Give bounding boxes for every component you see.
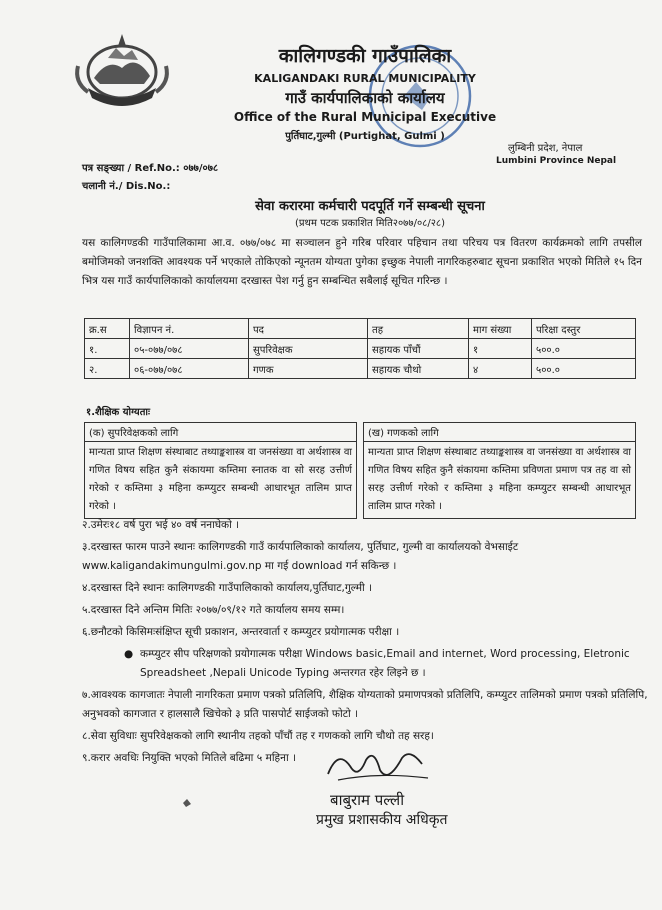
- table-cell: गणक: [249, 359, 368, 379]
- ink-speck-icon: [180, 796, 194, 810]
- table-row: [85, 339, 636, 359]
- qualification-heading: १.शैक्षिक योग्यताः: [86, 407, 151, 418]
- signatory-name: बाबुराम पल्ली: [330, 791, 405, 809]
- province-en: Lumbini Province Nepal: [496, 156, 617, 166]
- list-item: २.उमेरः१८ वर्ष पुरा भई ४० वर्ष ननाघेको ।: [82, 519, 240, 531]
- supervisor-qualification: [84, 422, 357, 519]
- table-cell: सहायक पाँचौं: [368, 339, 469, 359]
- table-header-row: [85, 319, 636, 339]
- list-item: ७.आवश्यक कागजातः नेपाली नागरिकता प्रमाण पत्रको प्रतिलिपि, शैक्षिक योग्यताको प्रमाणपत्रको प्रतिलिपि, कम्प्युटर तालिमको प्रमाण पत्रको प्रतिलिपि, अनुभवको कागजात र हालसालै खिचेको ३ प्रति पासपोर्ट साईजको फोटो ।: [82, 689, 648, 720]
- table-cell: सहायक चौथो: [368, 359, 469, 379]
- qualification-boxes: [84, 422, 636, 519]
- header-cell: पद: [249, 319, 368, 339]
- office-name-np: गाउँ कार्यपालिकाको कार्यालय: [285, 89, 445, 107]
- list-item: ३.दरखास्त फारम पाउने स्थानः कालिगण्डकी गाउँ कार्यपालिकाको कार्यालय, पुर्तिघाट, गुल्मी वा कार्यालयको वेभसाईट www.kaligandakimungulmi.gov.np मा गई download गर्न सकिन्छ ।: [82, 541, 519, 572]
- table-cell: सुपरिवेक्षक: [249, 339, 368, 359]
- posts-table: [84, 318, 636, 379]
- notice-subtitle: (प्रथम पटक प्रकाशित मिति२०७७/०८/२८): [294, 218, 446, 229]
- list-item: ४.दरखास्त दिने स्थानः कालिगण्डकी गाउँपालिकाको कार्यालय,पुर्तिघाट,गुल्मी ।: [82, 582, 373, 594]
- list-item: ९.करार अवधिः नियुक्ति भएको मितिले बढिमा ५ महिना ।: [82, 752, 296, 764]
- bullet-icon: ●: [124, 648, 134, 660]
- supervisor-qualification-text: मान्यता प्राप्त शिक्षण संस्थाबाट तथ्याङ्कशास्त्र वा जनसंख्या वा अर्थशास्त्र वा गणित विषय सहित कुनै संकायमा कम्तिमा स्नातक वा सो सरह उत्तीर्ण गरेको र कम्तिमा ३ महिना कम्प्युटर सम्बन्धी आधारभूत तालिम प्राप्त गरेको ।: [89, 447, 352, 512]
- signatory-title: प्रमुख प्रशासकीय अधिकृत: [316, 812, 448, 828]
- header-cell: तह: [368, 319, 469, 339]
- table-cell: ४: [469, 359, 532, 379]
- supervisor-qualification-head: (क) सुपरिवेक्षकको लागि: [85, 423, 356, 442]
- header-cell: विज्ञापन नं.: [130, 319, 249, 339]
- ref-number: पत्र सङ्ख्या / Ref.No.: ०७७/०७८: [82, 163, 219, 174]
- list-item: ८.सेवा सुविधाः सुपरिवेक्षकको लागि स्थानीय तहको पाँचौं तह र गणकको लागि चौथो तह सरह।: [82, 730, 434, 742]
- enumerator-qualification-head: (ख) गणकको लागि: [364, 423, 635, 442]
- list-item: ५.दरखास्त दिने अन्तिम मितिः २०७७/०९/१२ गते कार्यालय समय सम्म।: [82, 604, 345, 616]
- notice-intro: यस कालिगण्डकी गाउँपालिकामा आ.व. ०७७/०७८ मा सञ्चालन हुने गरिब परिवार पहिचान तथा परिचय पत्र वितरण कार्यक्रमको लागि तपसील बमोजिमको जनशक्ति आवश्यक पर्ने भएकाले तोकिएको न्यूनतम योग्यता पुगेका इच्छुक नेपाली नागरिकहरुबाट सूचना प्रकाशित भएको मितिले १५ दिन भित्र यस गाउँ कार्यपालिकाको कार्यालयमा दरखास्त पेश गर्नु हुन सम्बन्धित सबैलाई सूचित गरिन्छ ।: [82, 237, 642, 287]
- nepal-emblem-icon: [68, 28, 176, 120]
- list-item: ६.छनौटको किसिमःसंक्षिप्त सूची प्रकाशन, अन्तरवार्ता र कम्प्युटर प्रयोगात्मक परीक्षा ।: [82, 626, 400, 638]
- table-cell: १: [469, 339, 532, 359]
- table-cell: ०५-०७७/०७८: [130, 339, 249, 359]
- municipality-name-np: कालिगण्डकी गाउँपालिका: [278, 45, 452, 67]
- header-cell: माग संख्या: [469, 319, 532, 339]
- province-np: लुम्बिनी प्रदेश, नेपाल: [508, 143, 583, 154]
- enumerator-qualification: [363, 422, 636, 519]
- notice-items: [82, 516, 652, 771]
- table-cell: ५००.०: [532, 359, 636, 379]
- office-address: पुर्तिघाट,गुल्मी (Purtighat, Gulmi ): [285, 131, 445, 142]
- office-name-en: Office of the Rural Municipal Executive: [233, 110, 497, 124]
- signature-icon: [318, 744, 438, 789]
- table-cell: २.: [85, 359, 130, 379]
- bullet-text: कम्प्युटर सीप परिक्षणको प्रयोगात्मक परीक्षा Windows basic,Email and internet, Word processing, Eletronic Spreadsheet ,Nepali Unicode Typing अन्तरगत रहेर लिइने छ ।: [140, 648, 630, 679]
- table-cell: ५००.०: [532, 339, 636, 359]
- header-cell: क्र.स: [85, 319, 130, 339]
- table-row: [85, 359, 636, 379]
- table-cell: ०६-०७७/०७८: [130, 359, 249, 379]
- header-cell: परिक्षा दस्तुर: [532, 319, 636, 339]
- list-item-bullet: [82, 645, 652, 683]
- dispatch-number: चलानी नं./ Dis.No.:: [82, 181, 171, 192]
- notice-title: सेवा करारमा कर्मचारी पदपूर्ति गर्ने सम्बन्धी सूचना: [255, 199, 485, 214]
- table-cell: १.: [85, 339, 130, 359]
- municipality-name-en: KALIGANDAKI RURAL MUNICIPALITY: [254, 72, 476, 85]
- enumerator-qualification-text: मान्यता प्राप्त शिक्षण संस्थाबाट तथ्याङ्कशास्त्र वा जनसंख्या वा अर्थशास्त्र वा गणित विषय सहित कुनै संकायमा कम्तिमा प्रविणता प्रमाण पत्र तह वा सो सरह उत्तीर्ण गरेको र कम्तिमा ३ महिना कम्प्युटर सम्बन्धी आधारभूत तालिम प्राप्त गरेको ।: [368, 447, 631, 512]
